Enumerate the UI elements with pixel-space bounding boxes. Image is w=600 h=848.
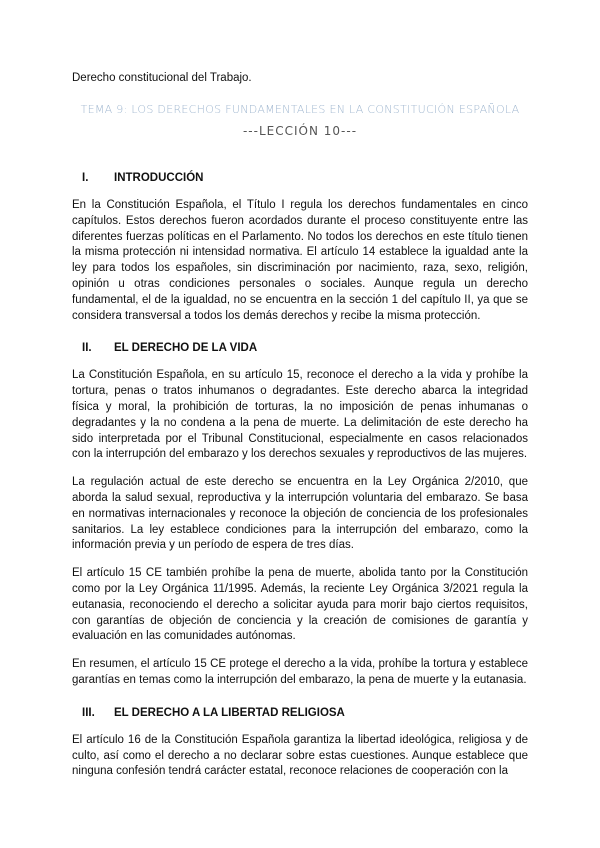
section-title: EL DERECHO A LA LIBERTAD RELIGIOSA xyxy=(114,706,345,719)
paragraph: La Constitución Española, en su artículo 15, reconoce el derecho a la vida y prohíbe la tortura, penas o tratos inhumanos o degradantes. Este derecho abarca la integridad física y moral, la prohibición de torturas, la no imposición de penas inhumanas o degradantes y la no condena a la pena de muerte. La delimitación de este derecho ha sido interpretada por el Tribunal Constitucional, especialmente en casos relacionados con la interrupción del embarazo y los derechos sexuales y reproductivos de las mujeres. xyxy=(72,369,528,461)
paragraph: En resumen, el artículo 15 CE protege el derecho a la vida, prohíbe la tortura y establece garantías en temas como la interrupción del embarazo, la pena de muerte y la eutanasia. xyxy=(72,658,528,686)
section-number: I. xyxy=(82,172,89,184)
section-number: III. xyxy=(82,706,95,719)
section-heading-derecho-vida xyxy=(72,342,528,354)
section-heading-libertad-religiosa xyxy=(72,707,528,719)
section-title: INTRODUCCIÓN xyxy=(114,172,204,184)
section-number: II. xyxy=(82,342,92,355)
section-heading-introduccion xyxy=(72,172,528,184)
document-body xyxy=(72,172,528,792)
paragraph: El artículo 16 de la Constitución Española garantiza la libertad ideológica, religiosa y de culto, así como el derecho a no declarar sobre estas cuestiones. Aunque establece que ninguna confesión tendrá carácter estatal, reconoce relaciones de cooperación con la xyxy=(72,733,528,778)
section-title: EL DERECHO DE LA VIDA xyxy=(114,342,258,355)
topic-title: TEMA 9: LOS DERECHOS FUNDAMENTALES EN LA CONSTITUCIÓN ESPAÑOLA xyxy=(80,103,520,116)
paragraph: La regulación actual de este derecho se encuentra en la Ley Orgánica 2/2010, que aborda la salud sexual, reproductiva y la interrupción voluntaria del embarazo. Se basa en normativas internacionales y reconoce la objeción de conciencia de los profesionales sanitarios. La ley establece condiciones para la interrupción del embarazo, como la información previa y un período de espera de tres días. xyxy=(72,476,528,552)
course-title: Derecho constitucional del Trabajo. xyxy=(72,72,252,84)
lesson-title: ---LECCIÓN 10--- xyxy=(242,124,358,138)
paragraph: El artículo 15 CE también prohíbe la pena de muerte, abolida tanto por la Constitución como por la Ley Orgánica 11/1995. Además, la reciente Ley Orgánica 3/2021 regula la eutanasia, reconociendo el derecho a solicitar ayuda para morir bajo ciertos requisitos, con garantías de objeción de conciencia y la creación de comisiones de garantía y evaluación en las comunidades autónomas. xyxy=(72,567,528,643)
paragraph: En la Constitución Española, el Título I regula los derechos fundamentales en cinco capítulos. Estos derechos fueron acordados durante el proceso constituyente entre las diferentes fuerzas políticas en el Parlamento. No todos los derechos en este título tienen la misma protección ni intensidad normativa. El artículo 14 establece la igualdad ante la ley para todos los españoles, sin discriminación por nacimiento, raza, sexo, religión, opinión u otras condiciones personales o sociales. Aunque regula un derecho fundamental, el de la igualdad, no se encuentra en la sección 1 del capítulo II, ya que se considera transversal a todos los demás derechos y recibe la misma protección. xyxy=(72,199,528,322)
